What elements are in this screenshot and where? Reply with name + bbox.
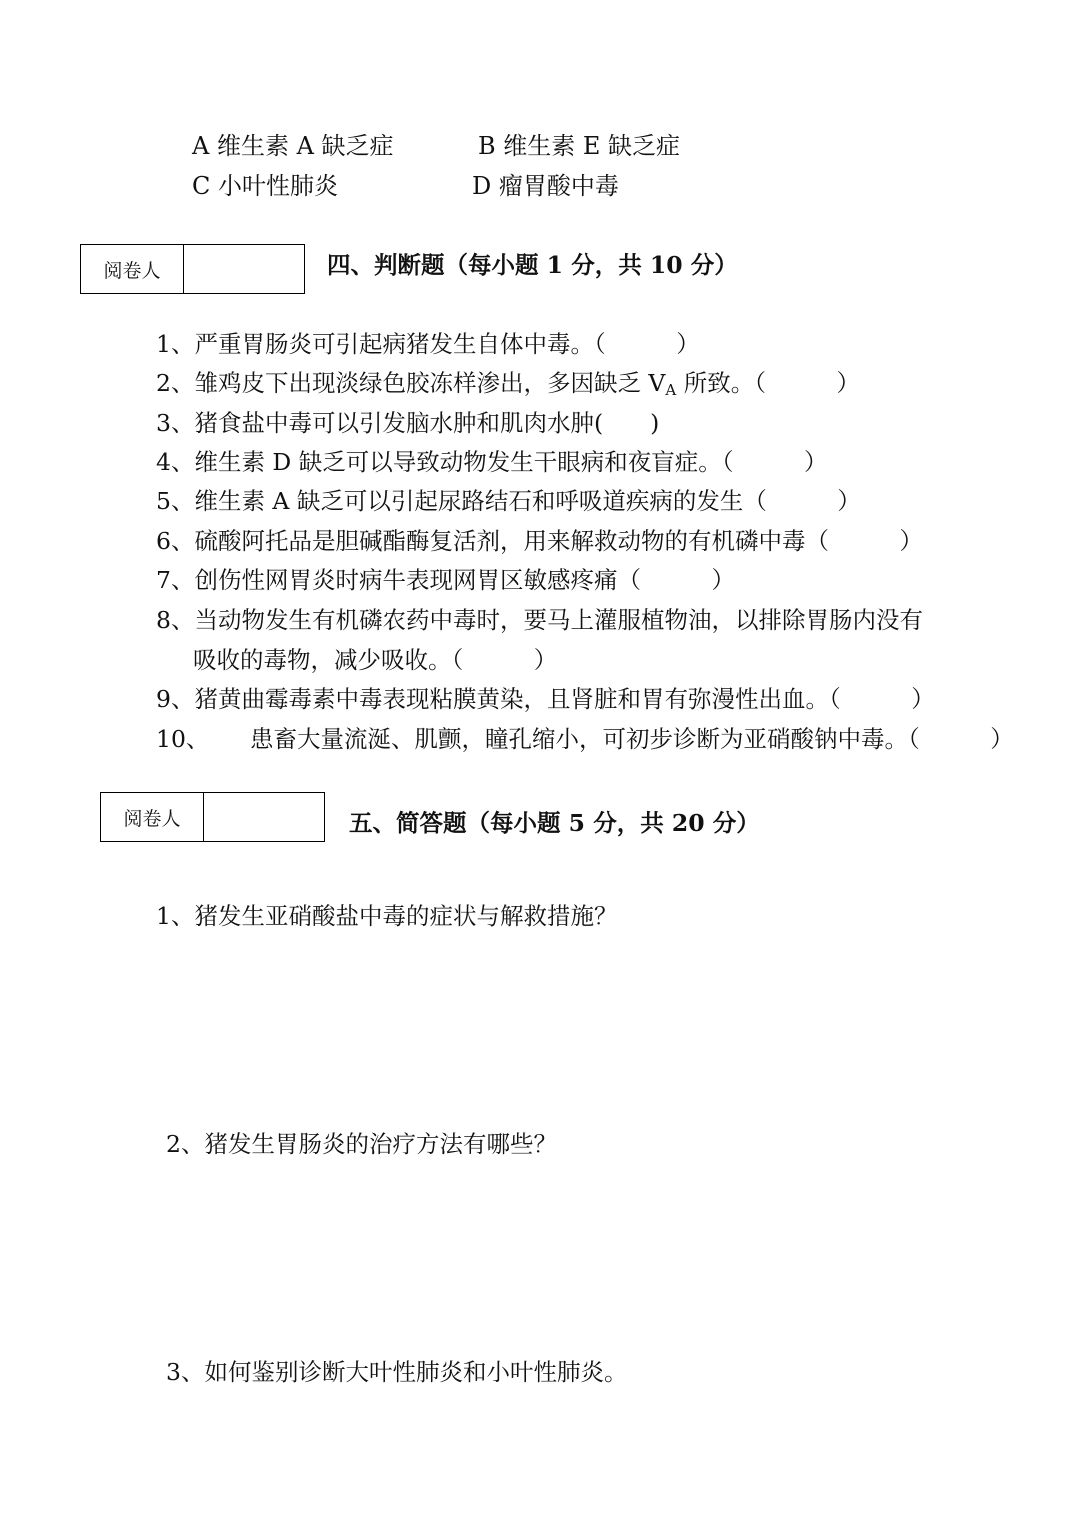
tf-item-3: 3、猪食盐中毒可以引发脑水肿和肌肉水肿( ) — [156, 409, 660, 437]
section5-title: 五、简答题（每小题 5 分，共 20 分） — [349, 809, 760, 837]
option-c: C 小叶性肺炎 — [192, 172, 338, 200]
option-a: A 维生素 A 缺乏症 — [192, 132, 394, 160]
option-b: B 维生素 E 缺乏症 — [478, 132, 681, 160]
tf-item-6: 6、硫酸阿托品是胆碱酯酶复活剂，用来解救动物的有机磷中毒（ ） — [156, 527, 923, 555]
tf-item-4: 4、维生素 D 缺乏可以导致动物发生干眼病和夜盲症。（ ） — [156, 448, 828, 476]
short-answer-2: 2、猪发生胃肠炎的治疗方法有哪些？ — [166, 1130, 557, 1158]
grader-box-section5 — [100, 792, 325, 842]
tf-item-2: 2、雏鸡皮下出现淡绿色胶冻样渗出，多因缺乏 $V_A$ 所致。（ ） — [156, 369, 860, 399]
section4-title: 四、判断题（每小题 1 分，共 10 分） — [327, 251, 738, 279]
short-answer-1: 1、猪发生亚硝酸盐中毒的症状与解救措施？ — [156, 902, 618, 930]
tf-item-9: 9、猪黄曲霉毒素中毒表现粘膜黄染，且肾脏和胃有弥漫性出血。（ ） — [156, 685, 935, 713]
grader-score-field[interactable] — [204, 793, 324, 841]
grader-box-section4 — [80, 244, 305, 294]
option-d: D 瘤胃酸中毒 — [472, 172, 619, 200]
tf-item-10: 患畜大量流涎、肌颤，瞳孔缩小，可初步诊断为亚硝酸钠中毒。（ ） — [250, 725, 1014, 753]
tf-item-10-number: 10、 — [156, 725, 210, 753]
tf-item-5: 5、维生素 A 缺乏可以引起尿路结石和呼吸道疾病的发生（ ） — [156, 487, 861, 515]
grader-score-field[interactable] — [184, 245, 304, 293]
tf-item-8: 8、当动物发生有机磷农药中毒时，要马上灌服植物油，以排除胃肠内没有 — [156, 606, 923, 634]
grader-label: 阅卷人 — [101, 793, 204, 841]
tf-item-1: 1、严重胃肠炎可引起病猪发生自体中毒。（ ） — [156, 330, 700, 358]
grader-label: 阅卷人 — [81, 245, 184, 293]
tf-item-8-cont: 吸收的毒物，减少吸收。（ ） — [193, 646, 558, 674]
tf-item-7: 7、创伤性网胃炎时病牛表现网胃区敏感疼痛（ ） — [156, 566, 735, 594]
short-answer-3: 3、如何鉴别诊断大叶性肺炎和小叶性肺炎。 — [166, 1358, 628, 1386]
